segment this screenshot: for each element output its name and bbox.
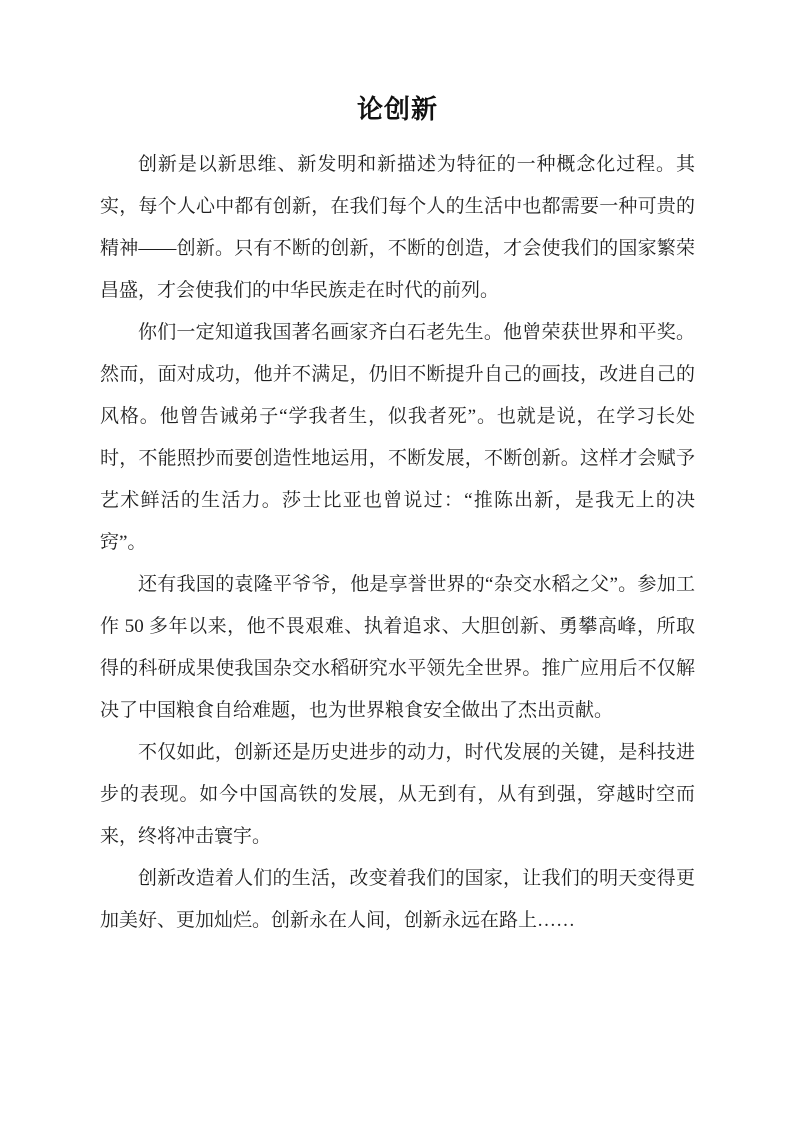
paragraph: 还有我国的袁隆平爷爷，他是享誉世界的“杂交水稻之父”。参加工作 50 多年以来，他不畏艰难、执着追求、大胆创新、勇攀高峰，所取得的科研成果使我国杂交水稻研究水平领先全世界。推广应用后不仅解决了中国粮食自给难题，也为世界粮食安全做出了杰出贡献。	[100, 574, 695, 721]
paragraph: 你们一定知道我国著名画家齐白石老先生。他曾荣获世界和平奖。然而，面对成功，他并不满足，仍旧不断提升自己的画技，改进自己的风格。他曾告诫弟子“学我者生，似我者死”。也就是说，在学习长处时，不能照抄而要创造性地运用，不断发展，不断创新。这样才会赋予艺术鲜活的生活力。莎士比亚也曾说过：“推陈出新，是我无上的决窍”。	[100, 322, 695, 553]
document-body	[100, 144, 695, 942]
document-title: 论创新	[356, 95, 438, 124]
paragraph: 不仅如此，创新还是历史进步的动力，时代发展的关键，是科技进步的表现。如今中国高铁的发展，从无到有，从有到强，穿越时空而来，终将冲击寰宇。	[100, 742, 695, 847]
paragraph: 创新改造着人们的生活，改变着我们的国家，让我们的明天变得更加美好、更加灿烂。创新永在人间，创新永远在路上……	[100, 868, 695, 931]
paragraph: 创新是以新思维、新发明和新描述为特征的一种概念化过程。其实，每个人心中都有创新，在我们每个人的生活中也都需要一种可贵的精神——创新。只有不断的创新，不断的创造，才会使我们的国家繁荣昌盛，才会使我们的中华民族走在时代的前列。	[100, 154, 695, 301]
